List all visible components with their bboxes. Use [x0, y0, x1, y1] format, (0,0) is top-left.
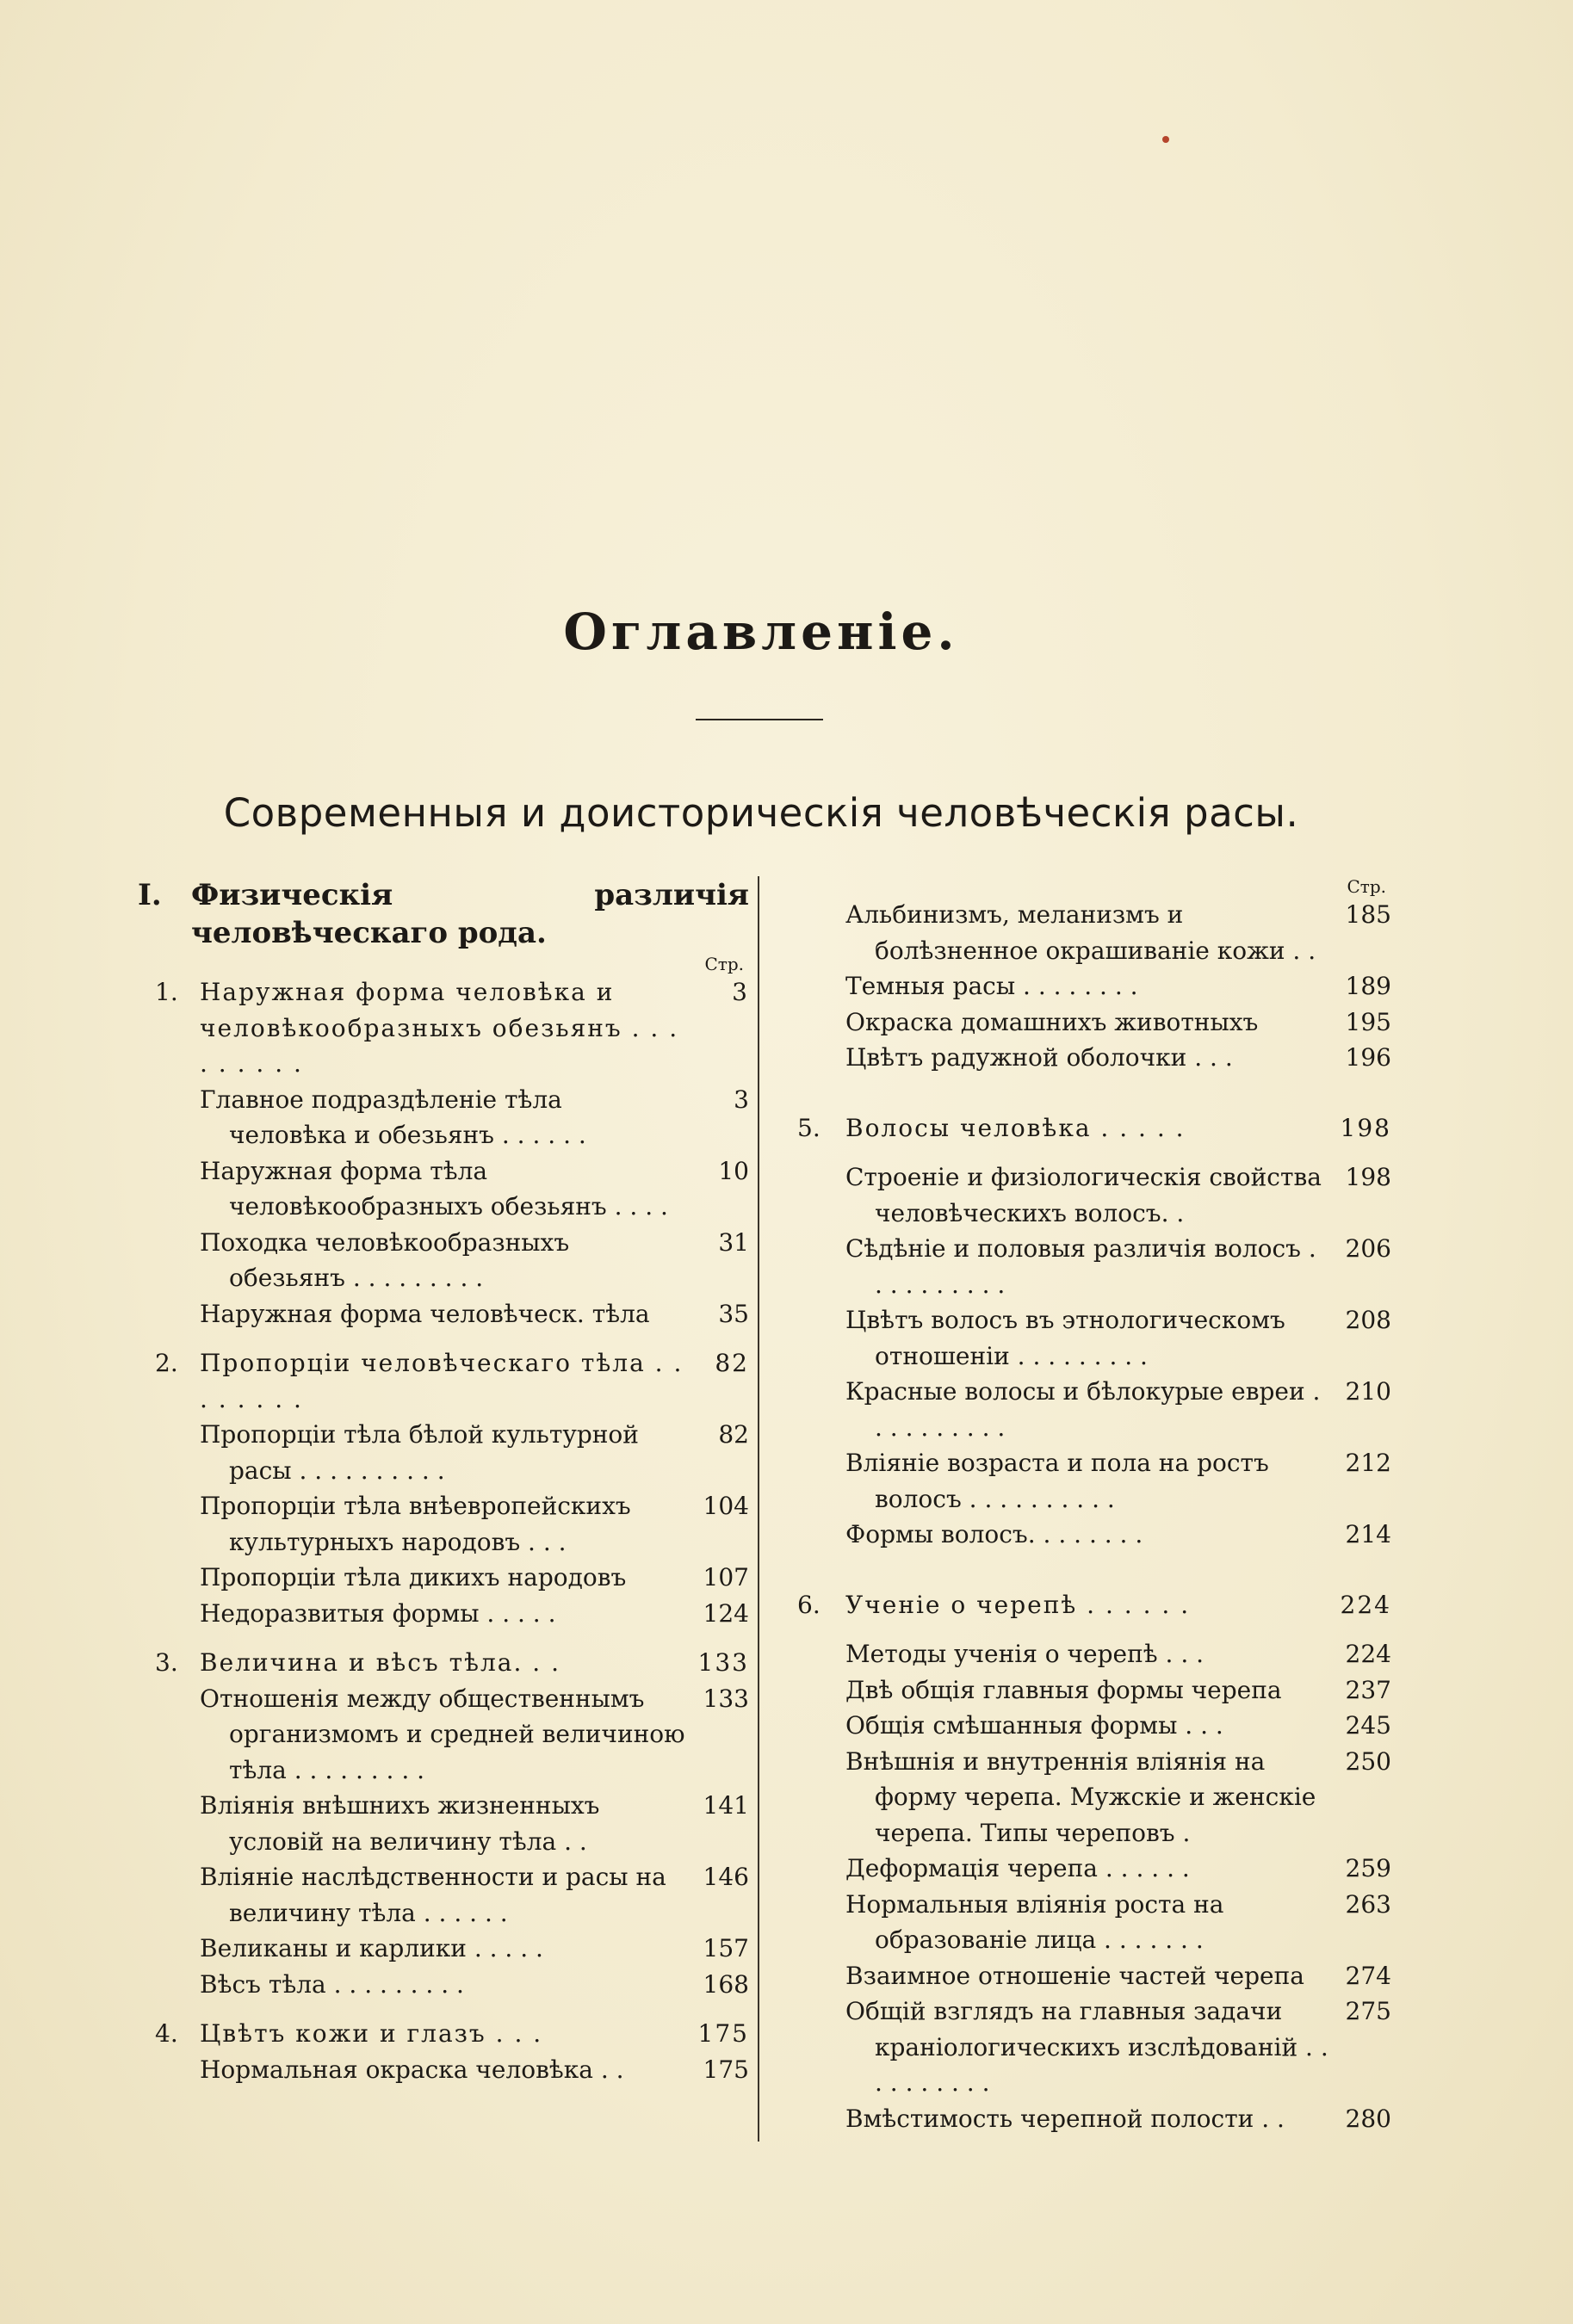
section-title: Величина и вѣсъ тѣла. . . — [200, 1648, 560, 1677]
section-number: 4. — [155, 2019, 178, 2048]
toc-entry[interactable] — [797, 1993, 1391, 2101]
toc-entry[interactable] — [138, 1681, 749, 1789]
entry-page: 133 — [703, 1684, 749, 1713]
entry-page: 263 — [1345, 1889, 1391, 1919]
section-number: 6. — [797, 1590, 821, 1619]
toc-entry[interactable] — [797, 1958, 1391, 1994]
toc-entry[interactable] — [138, 1153, 749, 1225]
entry-text: Вмѣстимость черепной полости . . — [845, 2104, 1285, 2133]
section-page: 133 — [697, 1648, 749, 1677]
entry-page: 3 — [734, 1085, 749, 1114]
toc-entry[interactable] — [797, 1887, 1391, 1958]
toc-entry[interactable] — [138, 1488, 749, 1560]
entry-text: Великаны и карлики . . . . . — [200, 1934, 543, 1962]
toc-entry[interactable] — [138, 1596, 749, 1632]
entry-page: 107 — [703, 1563, 749, 1592]
section-page: 82 — [715, 1349, 749, 1377]
entry-text: Методы ученія о черепѣ . . . — [845, 1640, 1205, 1668]
toc-section[interactable] — [797, 1110, 1391, 1147]
entry-page: 245 — [1345, 1711, 1391, 1740]
entry-page: 198 — [1345, 1163, 1391, 1191]
entry-page: 175 — [703, 2055, 749, 2084]
entry-page: 189 — [1345, 972, 1391, 1000]
toc-entry[interactable] — [138, 1560, 749, 1596]
toc-entry[interactable] — [797, 1004, 1391, 1041]
paper-stain — [1162, 136, 1169, 143]
section-title: Цвѣтъ кожи и глазъ . . . — [200, 2019, 543, 2048]
entry-text: Пропорціи тѣла бѣлой культурной расы . . . . . . . . . . — [200, 1420, 639, 1485]
entry-page: 237 — [1345, 1675, 1391, 1704]
toc-section[interactable] — [797, 1587, 1391, 1623]
toc-section[interactable] — [138, 2016, 749, 2052]
entry-page: 214 — [1345, 1520, 1391, 1548]
entry-text: Наружная форма тѣла человѣкообразныхъ обезьянъ . . . . — [200, 1156, 668, 1221]
toc-entry[interactable] — [138, 1788, 749, 1859]
entry-page: 274 — [1345, 1961, 1391, 1990]
toc-entry[interactable] — [138, 1931, 749, 1967]
entry-text: Красные волосы и бѣлокурые евреи . . . . . . . . . . — [845, 1377, 1321, 1442]
toc-entry[interactable] — [138, 1417, 749, 1488]
entry-text: Нормальная окраска человѣка . . — [200, 2055, 624, 2084]
entry-text: Общія смѣшанныя формы . . . — [845, 1711, 1223, 1740]
section-title: Наружная форма человѣка и человѣкообразныхъ обезьянъ . . . . . . . . . — [200, 978, 679, 1078]
part-heading — [138, 876, 749, 952]
toc-entry[interactable] — [797, 1636, 1391, 1672]
entry-page: 82 — [718, 1420, 749, 1449]
entry-text: Пропорціи тѣла дикихъ народовъ — [200, 1563, 627, 1592]
section-page: 175 — [697, 2019, 749, 2048]
entry-text: Вліяніе наслѣдственности и расы на величину тѣла . . . . . . — [200, 1863, 666, 1927]
entry-page: 31 — [718, 1227, 749, 1257]
toc-entry[interactable] — [797, 897, 1391, 968]
toc-entry[interactable] — [797, 2101, 1391, 2137]
entry-text: Вѣсъ тѣла . . . . . . . . . — [200, 1969, 464, 1999]
toc-entry[interactable] — [797, 1159, 1391, 1231]
section-page: 3 — [732, 978, 749, 1006]
toc-entry[interactable] — [797, 1302, 1391, 1374]
entry-page: 124 — [703, 1598, 749, 1628]
entry-page: 168 — [703, 1969, 749, 1999]
entry-text: Сѣдѣніе и половыя различія волосъ . . . . . . . . . . — [845, 1234, 1316, 1299]
toc-entry[interactable] — [797, 1517, 1391, 1553]
entry-text: Недоразвитыя формы . . . . . — [200, 1598, 556, 1628]
toc-left-column — [138, 876, 749, 2087]
entry-text: Отношенія между общественнымъ организмомъ и средней величиною тѣла . . . . . . . . . — [200, 1684, 685, 1784]
entry-text: Внѣшнія и внутреннія вліянія на форму черепа. Мужскіе и женскіе черепа. Типы череповъ . — [845, 1746, 1316, 1847]
entry-text: Окраска домашнихъ животныхъ — [845, 1007, 1259, 1036]
toc-entry[interactable] — [138, 1859, 749, 1931]
column-divider — [758, 876, 759, 2142]
entry-text: Двѣ общія главныя формы черепа — [845, 1675, 1282, 1704]
entry-page: 146 — [703, 1863, 749, 1891]
entry-page: 10 — [718, 1156, 749, 1185]
entry-page: 250 — [1345, 1746, 1391, 1776]
part-title: Физическія различія человѣческаго рода. — [191, 878, 749, 950]
entry-page: 206 — [1345, 1234, 1391, 1263]
entry-page: 104 — [703, 1492, 749, 1520]
entry-page: 210 — [1345, 1377, 1391, 1406]
toc-entry[interactable] — [797, 1231, 1391, 1302]
entry-text: Общій взглядъ на главныя задачи краніологическихъ изслѣдованій . . . . . . . . . . — [845, 1997, 1328, 2097]
toc-entry[interactable] — [138, 1225, 749, 1296]
entry-text: Пропорціи тѣла внѣевропейскихъ культурныхъ народовъ . . . — [200, 1492, 631, 1556]
entry-text: Вліяніе возраста и пола на ростъ волосъ . . . . . . . . . . — [845, 1449, 1269, 1513]
entry-text: Строеніе и физіологическія свойства человѣческихъ волосъ. . — [845, 1163, 1322, 1227]
section-number: 2. — [155, 1349, 178, 1377]
toc-entry[interactable] — [797, 968, 1391, 1004]
toc-entry[interactable] — [797, 1040, 1391, 1076]
entry-text: Походка человѣкообразныхъ обезьянъ . . . . . . . . . — [200, 1227, 570, 1292]
entry-page: 195 — [1345, 1007, 1391, 1036]
entry-text: Формы волосъ. . . . . . . . — [845, 1520, 1143, 1548]
section-page: 224 — [1340, 1590, 1391, 1619]
toc-entry[interactable] — [138, 1296, 749, 1332]
section-title: Пропорціи человѣческаго тѣла . . . . . . . . — [200, 1349, 684, 1413]
page-title: Оглавленіе. — [563, 603, 959, 661]
entry-page: 35 — [718, 1299, 749, 1328]
toc-section[interactable] — [138, 1345, 749, 1417]
part-number: I. — [138, 878, 162, 912]
entry-text: Альбинизмъ, меланизмъ и болѣзненное окрашиваніе кожи . . — [845, 900, 1316, 965]
entry-page: 280 — [1345, 2104, 1391, 2133]
entry-page: 141 — [703, 1791, 749, 1820]
toc-entry[interactable] — [797, 1445, 1391, 1517]
entry-page: 185 — [1345, 900, 1391, 929]
entry-page: 157 — [703, 1934, 749, 1962]
toc-entry[interactable] — [138, 1967, 749, 2003]
entry-text: Нормальныя вліянія роста на образованіе лица . . . . . . . — [845, 1889, 1224, 1954]
entry-text: Темныя расы . . . . . . . . — [845, 972, 1138, 1000]
page-column-label: Стр. — [704, 954, 744, 974]
entry-page: 259 — [1345, 1854, 1391, 1882]
entry-text: Деформація черепа . . . . . . — [845, 1854, 1190, 1882]
toc-entry[interactable] — [797, 1374, 1391, 1445]
entry-text: Главное подраздѣленіе тѣла человѣка и обезьянъ . . . . . . — [200, 1085, 586, 1149]
toc-section[interactable] — [138, 1645, 749, 1681]
entry-page: 208 — [1345, 1306, 1391, 1334]
toc-entry[interactable] — [797, 1851, 1391, 1887]
entry-text: Цвѣтъ волосъ въ этнологическомъ отношеніи . . . . . . . . . — [845, 1306, 1285, 1370]
toc-entry[interactable] — [797, 1672, 1391, 1709]
toc-right-column — [797, 876, 1391, 2136]
entry-page: 275 — [1345, 1997, 1391, 2025]
book-subtitle: Современныя и доисторическія человѣческія расы. — [223, 790, 1299, 836]
toc-entry[interactable] — [138, 2052, 749, 2088]
section-number: 5. — [797, 1113, 821, 1142]
section-number: 1. — [155, 978, 178, 1006]
section-title: Ученіе о черепѣ . . . . . . — [845, 1590, 1191, 1619]
entry-page: 224 — [1345, 1640, 1391, 1668]
toc-entry[interactable] — [797, 1708, 1391, 1744]
section-page: 198 — [1340, 1113, 1391, 1142]
page-column-label: Стр. — [1347, 876, 1386, 897]
entry-text: Взаимное отношеніе частей черепа — [845, 1961, 1304, 1990]
entry-text: Наружная форма человѣческ. тѣла — [200, 1299, 650, 1328]
section-number: 3. — [155, 1648, 178, 1677]
entry-text: Цвѣтъ радужной оболочки . . . — [845, 1043, 1233, 1072]
entry-text: Вліянія внѣшнихъ жизненныхъ условій на величину тѣла . . — [200, 1791, 600, 1856]
title-divider — [696, 719, 823, 720]
section-title: Волосы человѣка . . . . . — [845, 1113, 1186, 1142]
entry-page: 196 — [1345, 1043, 1391, 1072]
toc-entry[interactable] — [138, 1082, 749, 1153]
entry-page: 212 — [1345, 1449, 1391, 1477]
toc-entry[interactable] — [797, 1744, 1391, 1851]
toc-section[interactable] — [138, 974, 749, 1082]
